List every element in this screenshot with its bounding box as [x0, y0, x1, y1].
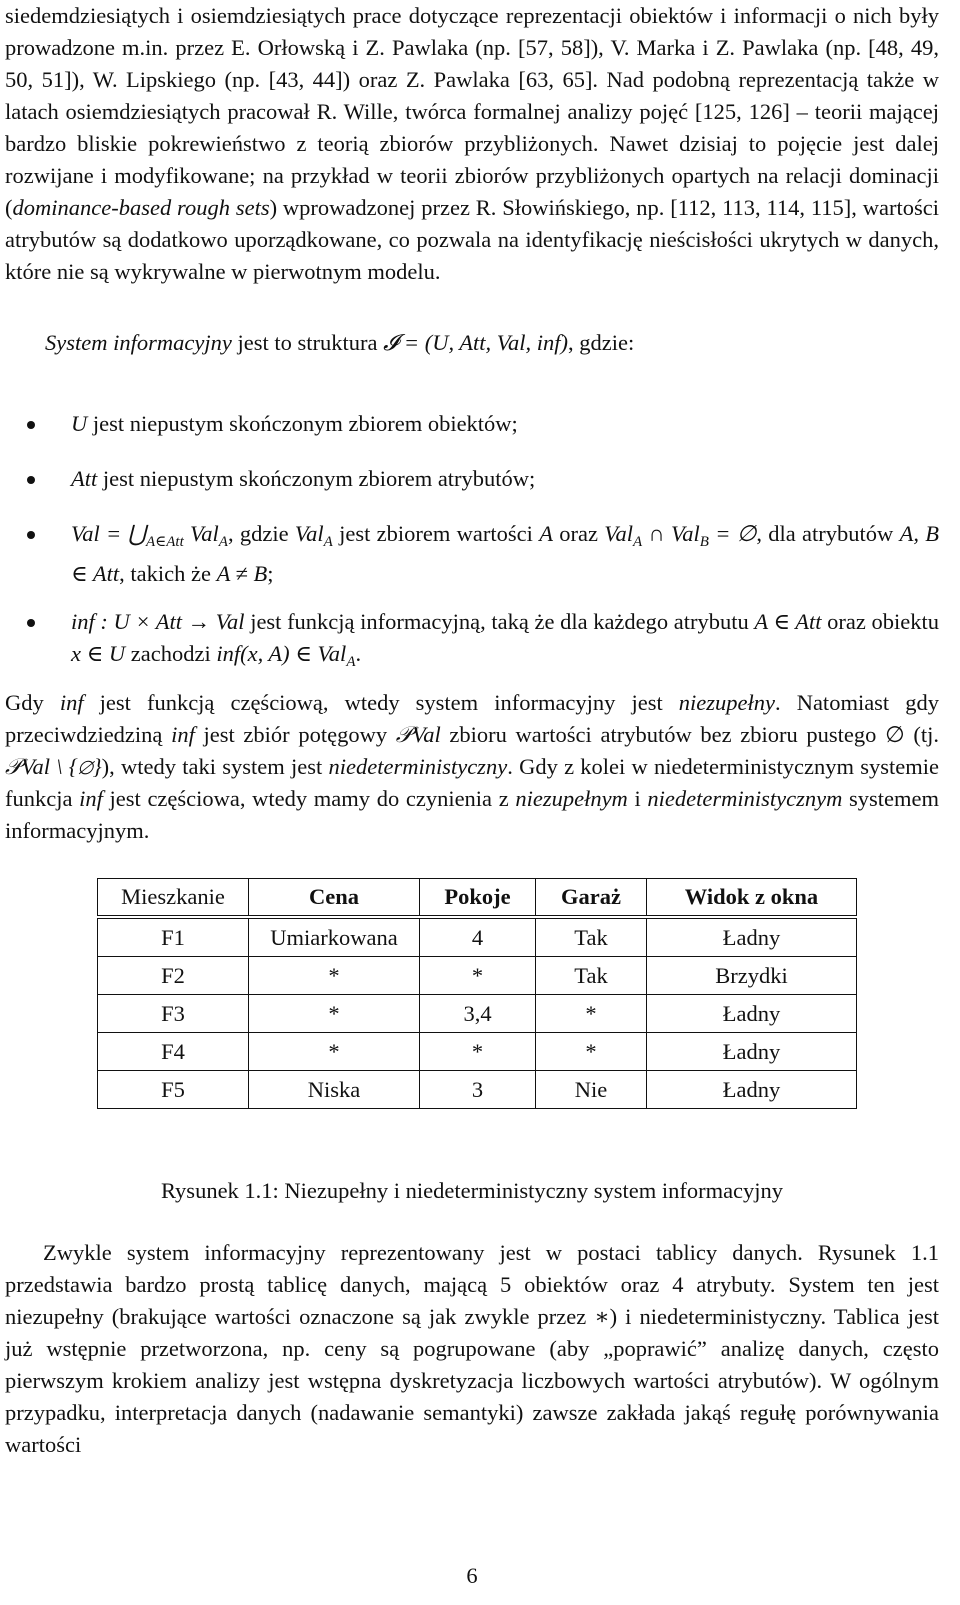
item-text: oraz obiektu: [821, 609, 939, 634]
table-row: [98, 917, 857, 957]
item-text: , takich że: [119, 561, 217, 586]
paragraph-text: systemem informacyjnym.: [5, 786, 939, 843]
item-text: zachodzi: [125, 641, 217, 666]
item-math: Val: [294, 521, 324, 546]
inline-math: 𝒫Val: [395, 722, 441, 747]
table-row: [98, 957, 857, 995]
item-math: x ∈ U: [71, 641, 126, 666]
inline-math: 𝒫Val \ {∅}: [5, 754, 102, 779]
paragraph-text: Gdy: [5, 690, 60, 715]
item-math: = ∅: [708, 521, 757, 546]
item-math: Val = ⋃: [71, 521, 146, 546]
table-cell: 3,4: [420, 995, 536, 1033]
paragraph-text: . Gdy z kolei w niedeterministycznym systemie funkcja: [5, 754, 939, 811]
item-subscript: A: [323, 534, 333, 550]
table-cell: Ładny: [647, 1033, 857, 1071]
item-text: ;: [267, 561, 274, 586]
item-math: Val: [183, 521, 219, 546]
table-cell: *: [420, 957, 536, 995]
table-cell: *: [249, 1033, 420, 1071]
item-math: inf(x, A) ∈ Val: [216, 641, 347, 666]
paragraph-text: ) i niedeterministyczny. Tablica jest już wstępnie przetworzona, np. ceny są pogrupowane (aby „poprawić” analizę danych, często pierwszym krokiem analizy jest wstępna dyskretyzacja liczbowych wartości atrybutów). W ogólnym przypadku, interpretacja danych (nadawanie semantyki) zawsze zakłada jakąś regułę porównywania wartości: [5, 1304, 939, 1457]
table-cell: Brzydki: [647, 957, 857, 995]
item-text: jest niepustym skończonym zbiorem atrybutów;: [97, 466, 536, 491]
item-math: A ∈ Att: [754, 609, 822, 634]
emphasis: niedeterministyczny: [328, 754, 508, 779]
table-row: [98, 995, 857, 1033]
column-header: Pokoje: [420, 879, 536, 918]
table-cell: Nie: [536, 1071, 647, 1109]
paragraph-text: ), wtedy taki system jest: [101, 754, 329, 779]
intro-italic-term: dominance-based rough sets: [12, 195, 270, 220]
table-cell: Ładny: [647, 917, 857, 957]
column-header: Widok z okna: [647, 879, 857, 918]
paragraph-text: jest częściowa, wtedy mamy do czynienia z: [102, 786, 516, 811]
item-subscript: A: [346, 654, 356, 670]
list-item: [5, 408, 939, 440]
table-cell: *: [536, 1033, 647, 1071]
info-system-table-wrap: [97, 878, 857, 1109]
figure-caption: Rysunek 1.1: Niezupełny i niedeterministyczny system informacyjny: [160, 1178, 784, 1203]
item-math: A, B ∈ Att: [71, 521, 939, 586]
paragraph-text: (tj.: [904, 722, 939, 747]
item-text: jest zbiorem wartości: [332, 521, 540, 546]
item-text: , gdzie: [227, 521, 295, 546]
usual-paragraph: [5, 1237, 939, 1461]
item-text: , dla atrybutów: [756, 521, 900, 546]
intro-paragraph: [5, 0, 939, 288]
table-cell: F5: [98, 1071, 249, 1109]
item-subscript: A: [218, 534, 228, 550]
definition-lead: [45, 327, 939, 359]
item-math: U: [71, 411, 88, 436]
page-number: 6: [466, 1563, 478, 1588]
item-math: inf : U × Att → Val: [71, 609, 245, 634]
table-cell: *: [249, 995, 420, 1033]
item-subscript: A: [633, 534, 643, 550]
bullet-icon: [27, 619, 35, 627]
inline-math: inf: [171, 722, 195, 747]
table-cell: F1: [98, 917, 249, 957]
paragraph-text: . Natomiast gdy przeciwdziedziną: [5, 690, 939, 747]
paragraph-text: Zwykle system informacyjny reprezentowany jest w postaci tablicy danych. Rysunek 1.1 przedstawia bardzo prostą tablicę danych, mającą 5 obiektów oraz 4 atrybuty. System ten jest niezupełny (brakujące wartości oznaczone są jak zwykle przez: [5, 1240, 939, 1329]
list-item: [5, 463, 939, 495]
item-math: Val: [604, 521, 634, 546]
paragraph-text: jest zbiór potęgowy: [194, 722, 396, 747]
bullet-icon: [27, 421, 35, 429]
item-text: jest niepustym skończonym zbiorem obiektów;: [87, 411, 518, 436]
list-item: [5, 606, 939, 678]
emphasis: niezupełnym: [515, 786, 628, 811]
inline-math: ∅: [885, 722, 905, 747]
item-text: jest funkcją informacyjną, taką że dla każdego atrybutu: [244, 609, 755, 634]
table-cell: Ładny: [647, 1071, 857, 1109]
table-row: [98, 1033, 857, 1071]
table-cell: *: [420, 1033, 536, 1071]
table-cell: Niska: [249, 1071, 420, 1109]
table-cell: Umiarkowana: [249, 917, 420, 957]
bullet-icon: [27, 531, 35, 539]
paragraph-text: i: [627, 786, 648, 811]
table-cell: F2: [98, 957, 249, 995]
definition-formula: 𝓘 = (U, Att, Val, inf): [383, 330, 569, 355]
table-cell: F4: [98, 1033, 249, 1071]
table-cell: *: [249, 957, 420, 995]
item-math: Att: [71, 466, 98, 491]
table-cell: Tak: [536, 917, 647, 957]
column-header: Cena: [249, 879, 420, 918]
intro-text: siedemdziesiątych i osiemdziesiątych prace dotyczące reprezentacji obiektów i informacji o nich były prowadzone m.in. przez E. Orłowską i Z. Pawlaka (np. [57, 58]), V. Marka i Z. Pawlaka (np. [48, 49, 50, 51]), W. Lipskiego (np. [43, 44]) oraz Z. Pawlaka [63, 65]. Nad podobną reprezentacją także w latach osiemdziesiątych pracował R. Wille, twórca formalnej analizy pojęć [125, 126] – teorii mającej bardzo bliskie pokrewieństwo z teorią zbiorów przybliżonych. Nawet dzisiaj to pojęcie jest dalej rozwijane i modyfikowane; na przykład w teorii zbiorów przybliżonych opartych na relacji dominacji (: [5, 3, 939, 220]
list-item: [5, 518, 939, 590]
table-header-row: [98, 879, 857, 918]
definition-tail: , gdzie:: [568, 330, 635, 355]
table-cell: *: [536, 995, 647, 1033]
paragraph-text: jest funkcją częściową, wtedy system informacyjny jest: [83, 690, 679, 715]
column-header: Garaż: [536, 879, 647, 918]
intro-text-end: ) wprowadzonej przez R. Słowińskiego, np. [112, 113, 114, 115], wartości atrybutów są dodatkowo uporządkowane, co pozwala na identyfikację nieścisłości ukrytych w danych, które nie są wykrywalne w pierwotnym modelu.: [5, 195, 940, 284]
item-subscript: A∈Att: [145, 534, 184, 550]
inline-math: inf: [79, 786, 103, 811]
info-system-table: [97, 878, 857, 1109]
emphasis: niezupełny: [678, 690, 776, 715]
table-cell: Tak: [536, 957, 647, 995]
table-cell: 3: [420, 1071, 536, 1109]
incomplete-paragraph: [5, 687, 939, 847]
bullet-icon: [27, 476, 35, 484]
definition-lead-text: jest to struktura: [237, 330, 378, 355]
item-math: A: [539, 521, 553, 546]
item-text: .: [355, 641, 362, 666]
inline-math: inf: [59, 690, 84, 715]
inline-math: ∗: [594, 1304, 610, 1329]
table-row: [98, 1071, 857, 1109]
item-text: oraz: [552, 521, 605, 546]
item-subscript: B: [699, 534, 709, 550]
item-math: ∩ Val: [642, 521, 700, 546]
paragraph-text: zbioru wartości atrybutów bez zbioru pustego: [440, 722, 886, 747]
table-cell: F3: [98, 995, 249, 1033]
table-cell: 4: [420, 917, 536, 957]
definition-term: System informacyjny: [45, 330, 232, 355]
column-header: Mieszkanie: [98, 879, 249, 918]
emphasis: niedeterministycznym: [647, 786, 843, 811]
table-cell: Ładny: [647, 995, 857, 1033]
item-math: A ≠ B: [216, 561, 268, 586]
